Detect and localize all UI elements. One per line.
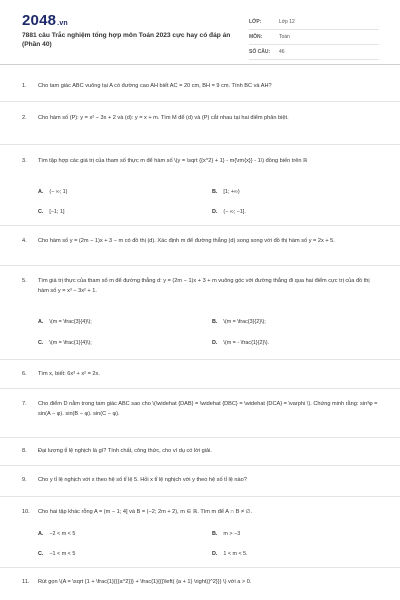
option-label: C.	[38, 551, 44, 557]
question-item	[0, 102, 400, 145]
option-label: D.	[212, 551, 218, 557]
question-text: Cho y tỉ lệ nghịch với x theo hệ số tỉ lệ 5. Hỏi x tỉ lệ nghịch với y theo hệ số tỉ lệ nào?	[38, 477, 247, 483]
question-text: Đại lượng tỉ lệ nghịch là gì? Tính chất, công thức, cho ví dụ có lời giải.	[38, 448, 212, 454]
question-item	[0, 266, 400, 360]
question-number: 4.	[22, 238, 27, 244]
info-value: Lớp 12	[279, 19, 295, 25]
option-text: [1; +∞)	[223, 189, 240, 195]
option-label: C.	[38, 340, 44, 346]
option-label: A.	[38, 531, 44, 537]
info-row-subject	[249, 30, 379, 45]
option-label: D.	[212, 340, 218, 346]
option-label: A.	[38, 189, 44, 195]
site-logo[interactable]	[22, 12, 68, 29]
answer-option[interactable]	[38, 529, 75, 539]
answer-option[interactable]	[38, 207, 65, 217]
logo-suffix: .vn	[57, 20, 68, 27]
answer-option[interactable]	[212, 529, 240, 539]
info-label: SỐ CÂU:	[249, 49, 271, 55]
info-value: 46	[279, 49, 285, 55]
answer-option[interactable]	[212, 338, 269, 348]
question-text: Cho hàm số y = (2m − 1)x + 3 − m có đồ thị (d). Xác định m để đường thẳng (d) song song với đồ thị hàm số y = 2x + 5.	[38, 238, 335, 244]
question-list	[0, 70, 400, 598]
question-number: 10.	[22, 509, 30, 515]
header-divider	[0, 64, 400, 65]
question-number: 3.	[22, 158, 27, 164]
question-item	[0, 568, 400, 598]
info-value: Toán	[279, 34, 290, 40]
question-text: Rút gọn \(A = \sqrt {1 + \frac{1}{{{a^2}}} + \frac{1}{{{\left( {a + 1} \right)}^2}}} \) với a > 0.	[38, 579, 252, 585]
info-label: MÔN:	[249, 34, 263, 40]
answer-option[interactable]	[212, 187, 240, 197]
question-text: Tìm tập hợp các giá trị của tham số thực m để hàm số \(y = \sqrt {{x^2} + 1} - m{\rm{x}} - 1\) đồng biến trên ℝ	[38, 158, 308, 164]
option-text: −2 < m < 5	[49, 531, 76, 537]
question-item	[0, 466, 400, 497]
question-text: Tìm x, biết: 6x³ + x² = 2x.	[38, 371, 100, 377]
answer-option[interactable]	[38, 317, 92, 327]
option-text: \(m = \frac{3}{4}\);	[49, 319, 92, 325]
question-number: 6.	[22, 371, 27, 377]
question-number: 2.	[22, 115, 27, 121]
question-number: 8.	[22, 448, 27, 454]
option-text: \(m = \frac{3}{2}\);	[223, 319, 266, 325]
question-item	[0, 226, 400, 266]
question-text: Cho tam giác ABC vuông tại A có đường cao AH biết AC = 20 cm, BH = 9 cm. Tính BC và AH?	[38, 83, 272, 89]
info-table	[249, 15, 379, 60]
question-number: 5.	[22, 278, 27, 284]
option-text: \(m = \frac{1}{4}\);	[49, 340, 92, 346]
info-row-class	[249, 15, 379, 30]
option-label: B.	[212, 189, 218, 195]
document-title: 7881 câu Trắc nghiệm tổng hợp môn Toán 2023 cực hay có đáp án (Phần 40)	[22, 32, 231, 48]
question-text: Cho hai tập khác rỗng A = (m − 1; 4] và B = (−2; 2m + 2), m ∈ ℝ. Tìm m để A ∩ B ≠ ∅.	[38, 509, 253, 515]
option-label: B.	[212, 319, 218, 325]
question-item	[0, 360, 400, 389]
question-number: 7.	[22, 401, 27, 407]
answer-option[interactable]	[38, 338, 92, 348]
option-text: (− ∞; −1].	[223, 209, 246, 215]
info-row-count	[249, 45, 379, 60]
answer-option[interactable]	[38, 549, 75, 559]
answer-option[interactable]	[212, 317, 266, 327]
option-text: −1 < m < 5	[49, 551, 76, 557]
option-text: [−1; 1]	[49, 209, 65, 215]
option-text: 1 < m < 5.	[223, 551, 248, 557]
option-label: B.	[212, 531, 218, 537]
answer-option[interactable]	[212, 549, 248, 559]
option-label: A.	[38, 319, 44, 325]
question-item	[0, 145, 400, 226]
logo-text: 2048	[22, 12, 57, 29]
option-label: D.	[212, 209, 218, 215]
option-text: \(m = - \frac{1}{2}\).	[223, 340, 270, 346]
question-text: Tìm giá trị thực của tham số m để đường thẳng d: y = (2m − 1)x + 3 + m vuông góc với đường thẳng đi qua hai điểm cực trị của đồ thị hàm số y = x³ − 3x² + 1.	[38, 278, 370, 294]
question-number: 1.	[22, 83, 27, 89]
question-number: 11.	[22, 579, 30, 585]
question-text: Cho điểm D nằm trong tam giác ABC sao cho \(\widehat {DAB} = \widehat {DBC} = \widehat {DCA} = \varphi \). Chứng minh rằng: sin³φ = sin(A − φ). sin(B − φ). sin(C − φ).	[38, 401, 378, 417]
info-label: LỚP:	[249, 19, 262, 25]
header	[0, 0, 400, 62]
question-item	[0, 389, 400, 438]
question-item	[0, 497, 400, 568]
option-label: C.	[38, 209, 44, 215]
option-text: (− ∞; 1)	[49, 189, 68, 195]
answer-option[interactable]	[38, 187, 67, 197]
question-item	[0, 70, 400, 102]
option-text: m > −3	[223, 531, 241, 537]
question-number: 9.	[22, 477, 27, 483]
question-item	[0, 438, 400, 466]
question-text: Cho hàm số (P): y = x² − 3x + 2 và (d): y = x + m. Tìm M để (d) và (P) cắt nhau tại hai điểm phân biệt.	[38, 115, 289, 121]
answer-option[interactable]	[212, 207, 246, 217]
